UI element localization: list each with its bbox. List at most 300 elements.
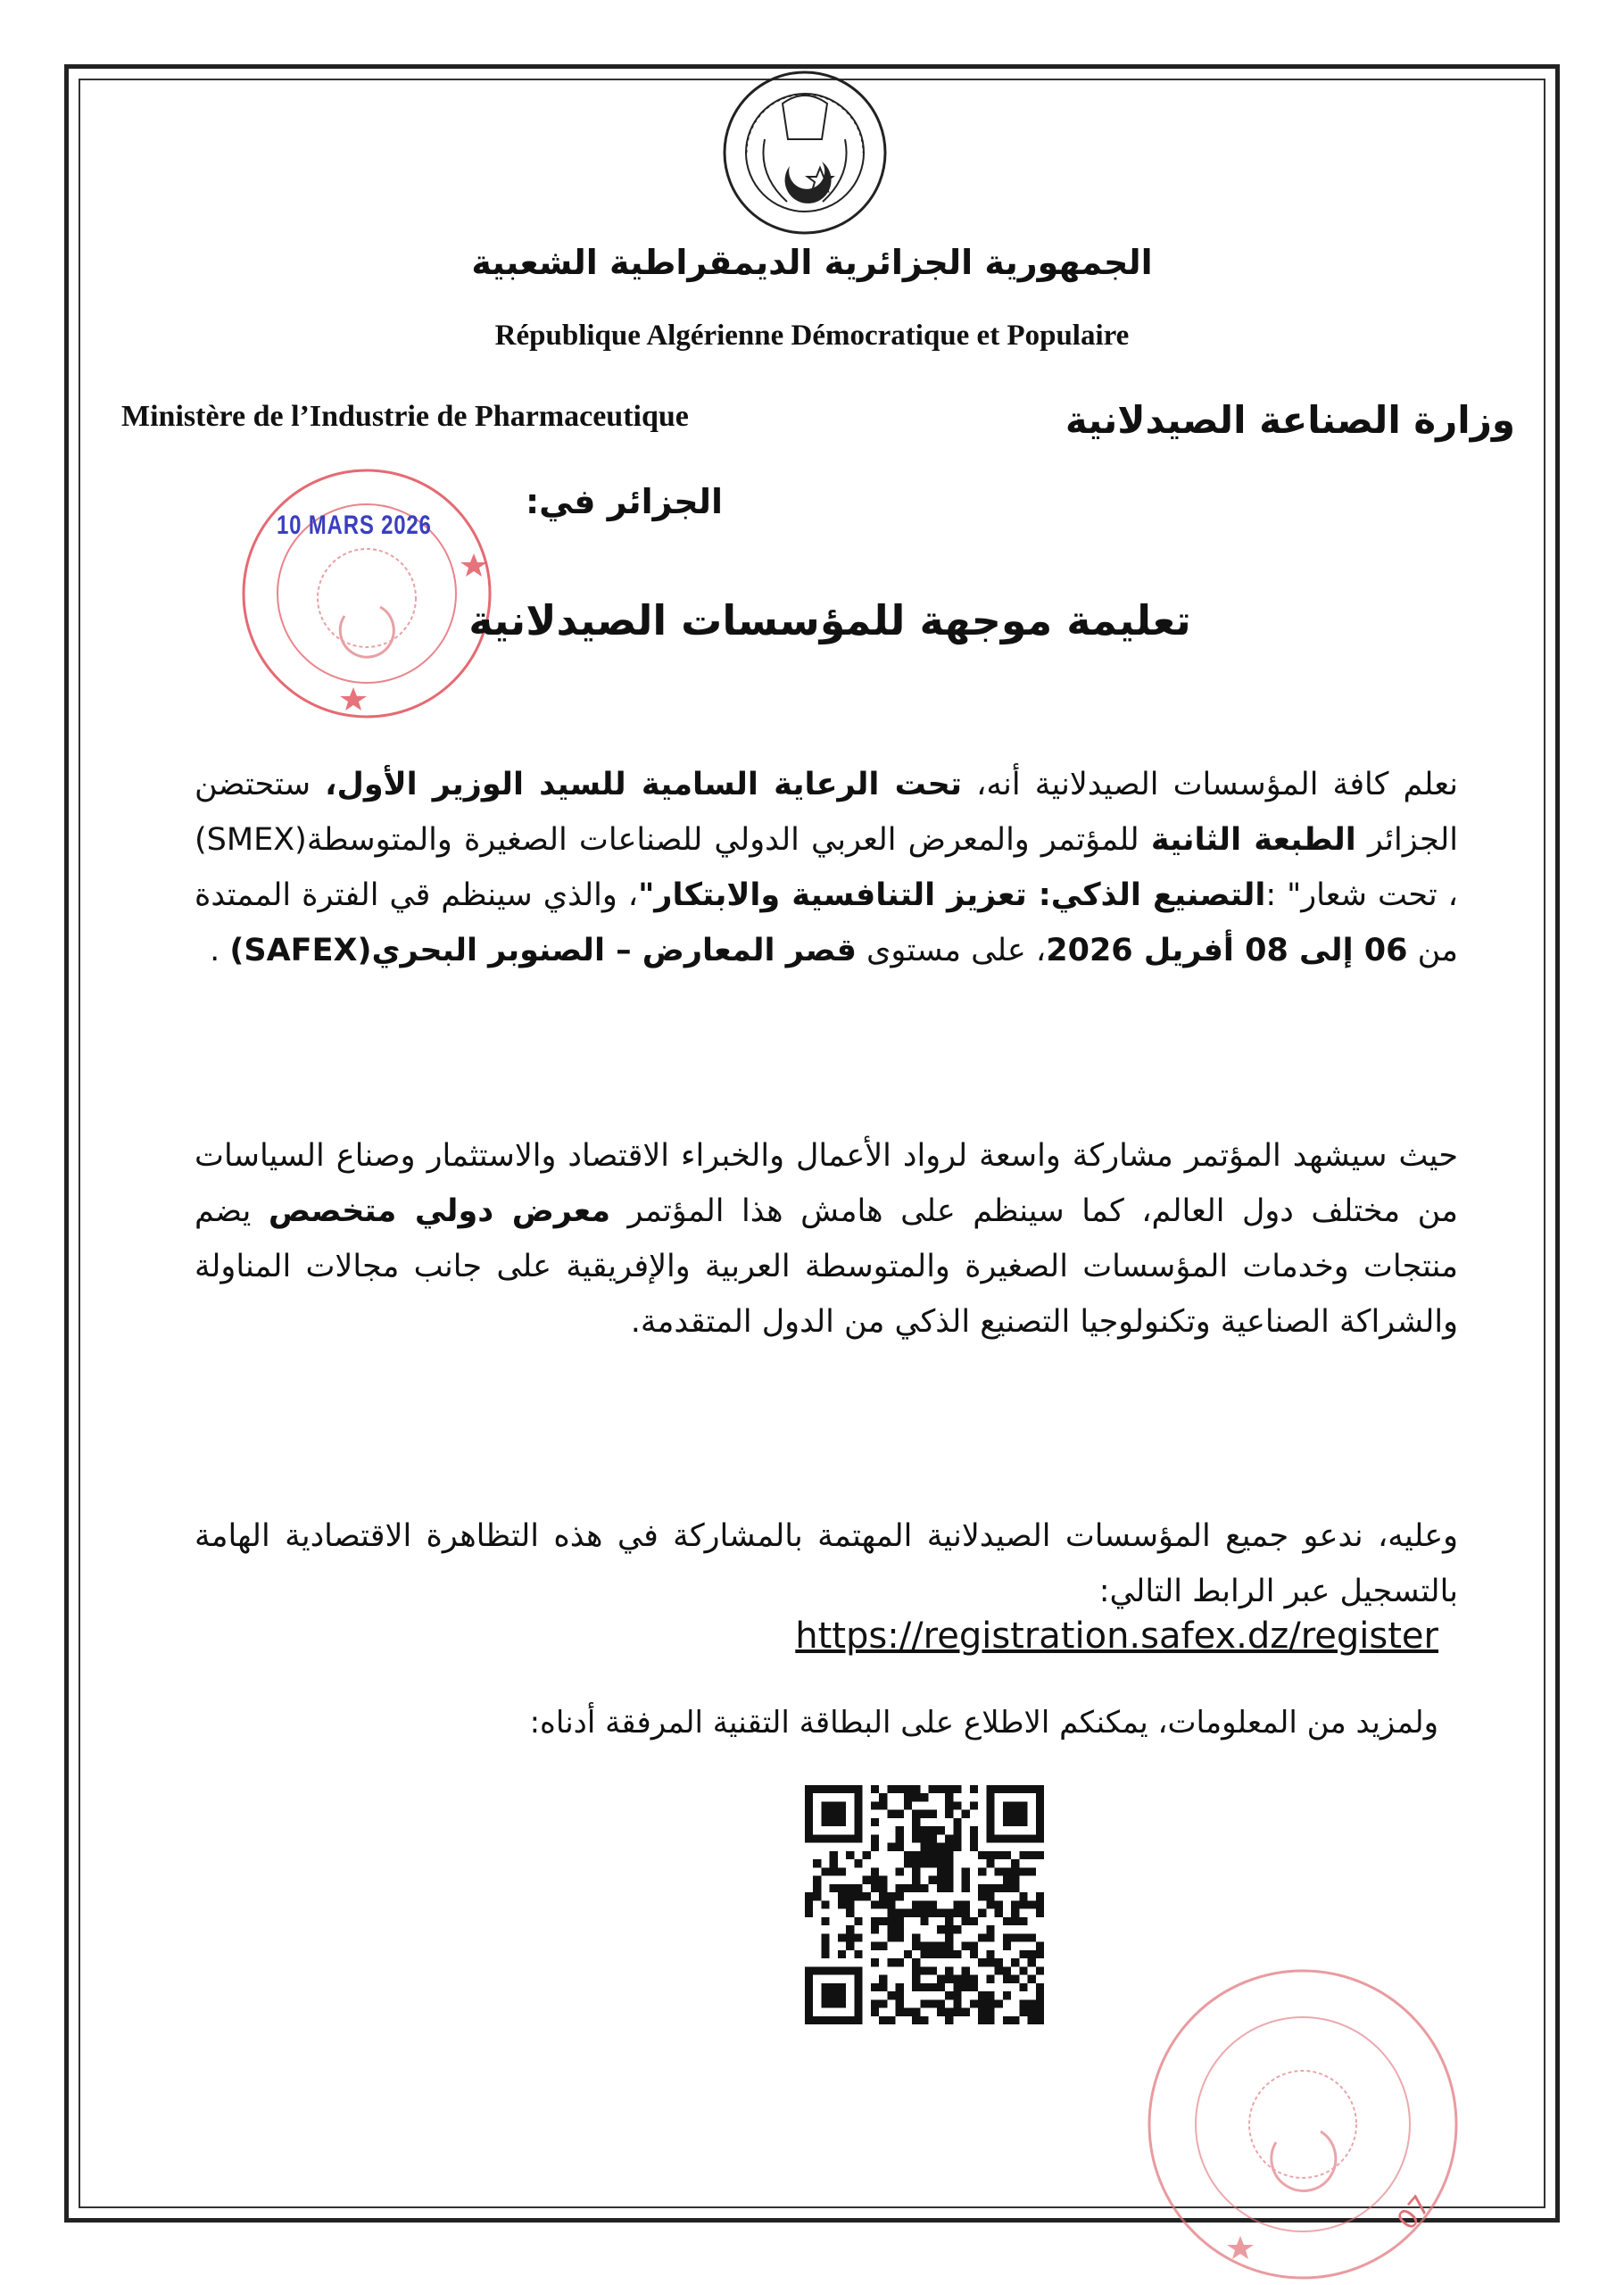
- qr-module: [978, 1991, 986, 1999]
- qr-module: [821, 1785, 829, 1793]
- qr-module: [821, 1991, 829, 1999]
- qr-module: [854, 1859, 862, 1867]
- qr-module: [1019, 1966, 1027, 1974]
- qr-module: [805, 2008, 813, 2016]
- qr-module: [904, 1859, 912, 1867]
- qr-module: [986, 1785, 994, 1793]
- qr-module: [978, 1884, 986, 1892]
- qr-module: [830, 2016, 838, 2024]
- qr-module: [813, 1876, 821, 1884]
- qr-module: [1011, 1867, 1019, 1875]
- qr-module: [1011, 1884, 1019, 1892]
- qr-module: [986, 1859, 994, 1867]
- qr-module: [1036, 1942, 1044, 1950]
- qr-module: [1003, 1801, 1011, 1809]
- qr-module: [995, 1785, 1003, 1793]
- qr-module: [945, 1867, 953, 1875]
- qr-module: [1003, 1884, 1011, 1892]
- qr-module: [1019, 1983, 1027, 1991]
- qr-module: [920, 1917, 928, 1925]
- qr-module: [912, 1834, 920, 1842]
- qr-module: [879, 1884, 887, 1892]
- qr-module: [805, 1975, 813, 1983]
- text-segment: ، على مستوى: [856, 933, 1047, 968]
- qr-module: [1028, 1834, 1036, 1842]
- ministry-name-arabic: وزارة الصناعة الصيدلانية: [1065, 398, 1515, 442]
- qr-module: [846, 1834, 854, 1842]
- qr-module: [871, 1925, 879, 1933]
- qr-module: [830, 1991, 838, 1999]
- paragraph-invitation: [195, 1508, 1458, 1619]
- qr-module: [904, 1909, 912, 1917]
- qr-module: [962, 1909, 970, 1917]
- qr-module: [896, 1785, 904, 1793]
- qr-module: [879, 1999, 887, 2007]
- qr-module: [1003, 1785, 1011, 1793]
- qr-module: [1019, 1867, 1027, 1875]
- qr-module: [887, 1917, 895, 1925]
- qr-module: [970, 1843, 978, 1851]
- qr-module: [970, 1785, 978, 1793]
- qr-module: [904, 2008, 912, 2016]
- qr-module: [920, 1884, 928, 1892]
- qr-module: [846, 1942, 854, 1950]
- qr-module: [805, 1999, 813, 2007]
- qr-module: [1003, 1810, 1011, 1818]
- qr-module: [871, 1876, 879, 1884]
- qr-module: [945, 2016, 953, 2024]
- qr-module: [1011, 1909, 1019, 1917]
- qr-module: [1011, 1958, 1019, 1966]
- ministry-stamp-bottom-icon: [1142, 1964, 1463, 2285]
- qr-module: [912, 2016, 920, 2024]
- qr-module: [929, 1900, 937, 1908]
- qr-module: [945, 1909, 953, 1917]
- qr-module: [1003, 1942, 1011, 1950]
- qr-module: [830, 1801, 838, 1809]
- qr-module: [1028, 1867, 1036, 1875]
- qr-module: [879, 1917, 887, 1925]
- qr-module: [879, 2016, 887, 2024]
- qr-module: [912, 1851, 920, 1859]
- qr-module: [871, 1900, 879, 1908]
- qr-module: [929, 1834, 937, 1842]
- qr-module: [995, 1999, 1003, 2007]
- text-segment: حيث سيشهد المؤتمر مشاركة واسعة لرواد الأعمال والخبراء الاقتصاد والاستثمار وصناع السياسات من مختلف دول العالم، كما سينظم على هامش هذا المؤتمر: [195, 1138, 1459, 1229]
- qr-module: [805, 1892, 813, 1900]
- qr-module: [896, 1884, 904, 1892]
- qr-module: [1003, 1876, 1011, 1884]
- qr-module: [920, 1793, 928, 1801]
- qr-module: [953, 1801, 961, 1809]
- bold-text-segment: 06 إلى 08 أفريل 2026: [1046, 933, 1408, 968]
- qr-module: [929, 1851, 937, 1859]
- qr-module: [970, 1917, 978, 1925]
- qr-module: [871, 1867, 879, 1875]
- qr-code-icon[interactable]: [805, 1785, 1044, 2024]
- qr-module: [846, 1851, 854, 1859]
- qr-module: [945, 1843, 953, 1851]
- bold-text-segment: الطبعة الثانية: [1150, 822, 1356, 858]
- qr-module: [937, 1983, 945, 1991]
- qr-module: [986, 2008, 994, 2016]
- qr-module: [1011, 1933, 1019, 1941]
- qr-module: [1011, 1818, 1019, 1826]
- qr-module: [813, 1834, 821, 1842]
- qr-module: [962, 1975, 970, 1983]
- qr-module: [863, 1876, 871, 1884]
- qr-module: [830, 1966, 838, 1974]
- qr-module: [929, 1950, 937, 1958]
- qr-module: [920, 1900, 928, 1908]
- qr-module: [805, 1966, 813, 1974]
- qr-module: [871, 1958, 879, 1966]
- qr-module: [937, 1867, 945, 1875]
- qr-module: [986, 1834, 994, 1842]
- qr-module: [846, 1966, 854, 1974]
- registration-link[interactable]: https://registration.safex.dz/register: [795, 1616, 1438, 1657]
- qr-module: [846, 1884, 854, 1892]
- qr-module: [953, 1909, 961, 1917]
- republic-name-french: République Algérienne Démocratique et Populaire: [494, 320, 1130, 352]
- qr-module: [805, 1793, 813, 1801]
- qr-module: [838, 1999, 846, 2007]
- qr-module: [1028, 1900, 1036, 1908]
- qr-module: [805, 1810, 813, 1818]
- qr-module: [945, 1975, 953, 1983]
- qr-module: [821, 1810, 829, 1818]
- qr-module: [978, 1958, 986, 1966]
- qr-module: [1036, 2016, 1044, 2024]
- qr-module: [1003, 1966, 1011, 1974]
- qr-module: [920, 2016, 928, 2024]
- qr-module: [1003, 2016, 1011, 2024]
- qr-module: [887, 1925, 895, 1933]
- qr-module: [912, 1793, 920, 1801]
- qr-module: [920, 1942, 928, 1950]
- qr-module: [920, 1966, 928, 1974]
- qr-module: [953, 1843, 961, 1851]
- qr-module: [896, 1826, 904, 1834]
- qr-module: [929, 1843, 937, 1851]
- qr-module: [887, 1991, 895, 1999]
- qr-module: [838, 1892, 846, 1900]
- qr-module: [896, 1843, 904, 1851]
- qr-module: [929, 1966, 937, 1974]
- qr-module: [1028, 1851, 1036, 1859]
- qr-module: [912, 1966, 920, 1974]
- qr-module: [887, 2016, 895, 2024]
- qr-module: [953, 1975, 961, 1983]
- qr-module: [838, 1991, 846, 1999]
- qr-module: [854, 1892, 862, 1900]
- qr-module: [871, 1942, 879, 1950]
- qr-module: [1003, 1851, 1011, 1859]
- qr-module: [912, 1810, 920, 1818]
- qr-module: [962, 1942, 970, 1950]
- qr-module: [887, 1909, 895, 1917]
- qr-module: [871, 1843, 879, 1851]
- qr-module: [896, 1983, 904, 1991]
- qr-module: [986, 1851, 994, 1859]
- qr-module: [986, 2016, 994, 2024]
- qr-module: [830, 1983, 838, 1991]
- qr-module: [1036, 1983, 1044, 1991]
- qr-module: [1036, 1950, 1044, 1958]
- text-segment: نعلم كافة المؤسسات الصيدلانية أنه،: [962, 767, 1458, 802]
- qr-module: [1036, 1900, 1044, 1908]
- qr-module: [830, 1785, 838, 1793]
- qr-module: [920, 1834, 928, 1842]
- qr-module: [1019, 1810, 1027, 1818]
- qr-module: [813, 2016, 821, 2024]
- qr-module: [838, 1818, 846, 1826]
- qr-module: [912, 1983, 920, 1991]
- bold-text-segment: معرض دولي متخصص: [268, 1193, 611, 1229]
- qr-module: [854, 1917, 862, 1925]
- qr-module: [920, 1851, 928, 1859]
- qr-module: [830, 1834, 838, 1842]
- qr-module: [962, 1900, 970, 1908]
- qr-module: [830, 1851, 838, 1859]
- qr-module: [805, 1834, 813, 1842]
- qr-module: [1019, 1917, 1027, 1925]
- qr-module: [937, 1925, 945, 1933]
- qr-module: [995, 1966, 1003, 1974]
- qr-module: [863, 1851, 871, 1859]
- qr-module: [830, 1867, 838, 1875]
- qr-module: [1036, 1892, 1044, 1900]
- qr-module: [929, 1999, 937, 2007]
- qr-module: [1011, 2016, 1019, 2024]
- qr-module: [896, 2008, 904, 2016]
- qr-module: [838, 1785, 846, 1793]
- qr-module: [854, 2008, 862, 2016]
- qr-module: [821, 1933, 829, 1941]
- qr-module: [846, 1909, 854, 1917]
- qr-module: [854, 1950, 862, 1958]
- bold-text-segment: تحت الرعاية السامية للسيد الوزير الأول،: [325, 767, 963, 802]
- qr-module: [1011, 1975, 1019, 1983]
- qr-module: [970, 1942, 978, 1950]
- qr-module: [929, 1983, 937, 1991]
- text-segment: ستحتضن الجزائر: [195, 767, 1458, 858]
- qr-module: [962, 1867, 970, 1875]
- qr-module: [937, 1785, 945, 1793]
- qr-module: [978, 2008, 986, 2016]
- qr-module: [879, 1975, 887, 1983]
- qr-module: [887, 1892, 895, 1900]
- qr-module: [896, 1909, 904, 1917]
- place-date-label: الجزائر في:: [525, 482, 723, 521]
- qr-module: [937, 1999, 945, 2007]
- qr-module: [879, 1876, 887, 1884]
- qr-module: [986, 1818, 994, 1826]
- qr-module: [854, 1933, 862, 1941]
- qr-module: [887, 1810, 895, 1818]
- qr-module: [962, 1917, 970, 1925]
- qr-module: [830, 1859, 838, 1867]
- qr-module: [896, 1834, 904, 1842]
- qr-module: [1011, 1801, 1019, 1809]
- qr-module: [978, 1892, 986, 1900]
- qr-module: [1019, 1818, 1027, 1826]
- qr-module: [937, 1876, 945, 1884]
- qr-module: [953, 1818, 961, 1826]
- qr-module: [1036, 2008, 1044, 2016]
- qr-module: [945, 2008, 953, 2016]
- qr-module: [986, 1884, 994, 1892]
- qr-module: [937, 1950, 945, 1958]
- qr-module: [945, 1933, 953, 1941]
- qr-module: [937, 2008, 945, 2016]
- qr-module: [953, 1983, 961, 1991]
- qr-module: [945, 1859, 953, 1867]
- qr-module: [986, 1975, 994, 1983]
- qr-module: [929, 1876, 937, 1884]
- qr-module: [945, 1884, 953, 1892]
- qr-module: [1036, 1826, 1044, 1834]
- qr-module: [854, 1991, 862, 1999]
- qr-module: [1036, 1966, 1044, 1974]
- qr-module: [945, 1834, 953, 1842]
- qr-module: [953, 1925, 961, 1933]
- qr-module: [887, 1900, 895, 1908]
- qr-module: [1036, 1909, 1044, 1917]
- qr-module: [879, 1892, 887, 1900]
- qr-module: [1028, 1975, 1036, 1983]
- qr-module: [962, 1810, 970, 1818]
- qr-module: [995, 1834, 1003, 1842]
- qr-module: [970, 1999, 978, 2007]
- qr-module: [821, 1867, 829, 1875]
- qr-module: [821, 1983, 829, 1991]
- qr-module: [854, 1826, 862, 1834]
- qr-module: [978, 1909, 986, 1917]
- qr-module: [854, 1801, 862, 1809]
- qr-module: [953, 1991, 961, 1999]
- qr-module: [970, 1950, 978, 1958]
- qr-module: [854, 1975, 862, 1983]
- qr-module: [838, 1884, 846, 1892]
- qr-module: [896, 1867, 904, 1875]
- qr-module: [1036, 1999, 1044, 2007]
- qr-module: [1019, 1785, 1027, 1793]
- qr-module: [863, 1892, 871, 1900]
- qr-module: [838, 1900, 846, 1908]
- qr-module: [978, 1933, 986, 1941]
- qr-module: [953, 2008, 961, 2016]
- qr-module: [838, 1933, 846, 1941]
- qr-module: [830, 1818, 838, 1826]
- qr-module: [912, 1867, 920, 1875]
- qr-module: [995, 1884, 1003, 1892]
- qr-module: [945, 1966, 953, 1974]
- qr-module: [937, 1859, 945, 1867]
- qr-module: [1036, 1818, 1044, 1826]
- qr-module: [1028, 1958, 1036, 1966]
- qr-module: [929, 1810, 937, 1818]
- qr-module: [1011, 1917, 1019, 1925]
- qr-module: [830, 1810, 838, 1818]
- qr-module: [821, 1900, 829, 1908]
- qr-module: [854, 1818, 862, 1826]
- qr-module: [813, 1785, 821, 1793]
- qr-module: [945, 1876, 953, 1884]
- qr-module: [904, 1785, 912, 1793]
- qr-module: [953, 1999, 961, 2007]
- qr-module: [920, 1843, 928, 1851]
- qr-module: [920, 1950, 928, 1958]
- qr-module: [854, 1999, 862, 2007]
- qr-module: [1003, 1834, 1011, 1842]
- qr-module: [1036, 1991, 1044, 1999]
- qr-module: [821, 1966, 829, 1974]
- qr-module: [846, 1925, 854, 1933]
- stamp-number: 07: [1391, 2189, 1438, 2237]
- qr-module: [978, 1867, 986, 1875]
- qr-module: [937, 1826, 945, 1834]
- qr-module: [846, 1933, 854, 1941]
- qr-module: [978, 1999, 986, 2007]
- qr-module: [986, 1958, 994, 1966]
- qr-module: [986, 1801, 994, 1809]
- qr-module: [962, 1884, 970, 1892]
- qr-module: [995, 1900, 1003, 1908]
- qr-module: [879, 1793, 887, 1801]
- qr-module: [896, 1810, 904, 1818]
- qr-module: [945, 1785, 953, 1793]
- qr-module: [871, 1785, 879, 1793]
- qr-module: [838, 1810, 846, 1818]
- qr-module: [854, 1785, 862, 1793]
- qr-module: [970, 1975, 978, 1983]
- qr-module: [1003, 1975, 1011, 1983]
- qr-module: [1011, 1810, 1019, 1818]
- ministry-stamp-icon: [237, 464, 496, 723]
- qr-module: [912, 1900, 920, 1908]
- qr-module: [887, 1958, 895, 1966]
- paragraph-conference-details: [195, 1128, 1458, 1350]
- qr-module: [1011, 1900, 1019, 1908]
- bold-text-segment: التصنيع الذكي: تعزيز التنافسية والابتكار": [638, 877, 1266, 913]
- qr-module: [805, 1801, 813, 1809]
- qr-module: [838, 2016, 846, 2024]
- qr-module: [970, 1834, 978, 1842]
- qr-module: [995, 1958, 1003, 1966]
- qr-module: [986, 1892, 994, 1900]
- qr-module: [920, 1859, 928, 1867]
- text-segment: وعليه، ندعو جميع المؤسسات الصيدلانية المهتمة بالمشاركة في هذه التظاهرة الاقتصادية الهامة بالتسجيل عبر الرابط التالي:: [195, 1518, 1458, 1609]
- qr-module: [937, 1909, 945, 1917]
- qr-module: [970, 1983, 978, 1991]
- qr-module: [904, 1851, 912, 1859]
- qr-module: [838, 1801, 846, 1809]
- qr-module: [904, 1884, 912, 1892]
- qr-module: [871, 1917, 879, 1925]
- qr-module: [1028, 1999, 1036, 2007]
- qr-module: [838, 1983, 846, 1991]
- qr-module: [945, 1942, 953, 1950]
- qr-module: [970, 1826, 978, 1834]
- qr-module: [953, 1826, 961, 1834]
- qr-module: [846, 1892, 854, 1900]
- qr-module: [871, 1801, 879, 1809]
- qr-module: [1036, 1810, 1044, 1818]
- document-title: تعليمة موجهة للمؤسسات الصيدلانية: [468, 596, 1191, 644]
- qr-module: [929, 1785, 937, 1793]
- ministry-name-french: Ministère de l’Industrie de Pharmaceutique: [121, 400, 689, 433]
